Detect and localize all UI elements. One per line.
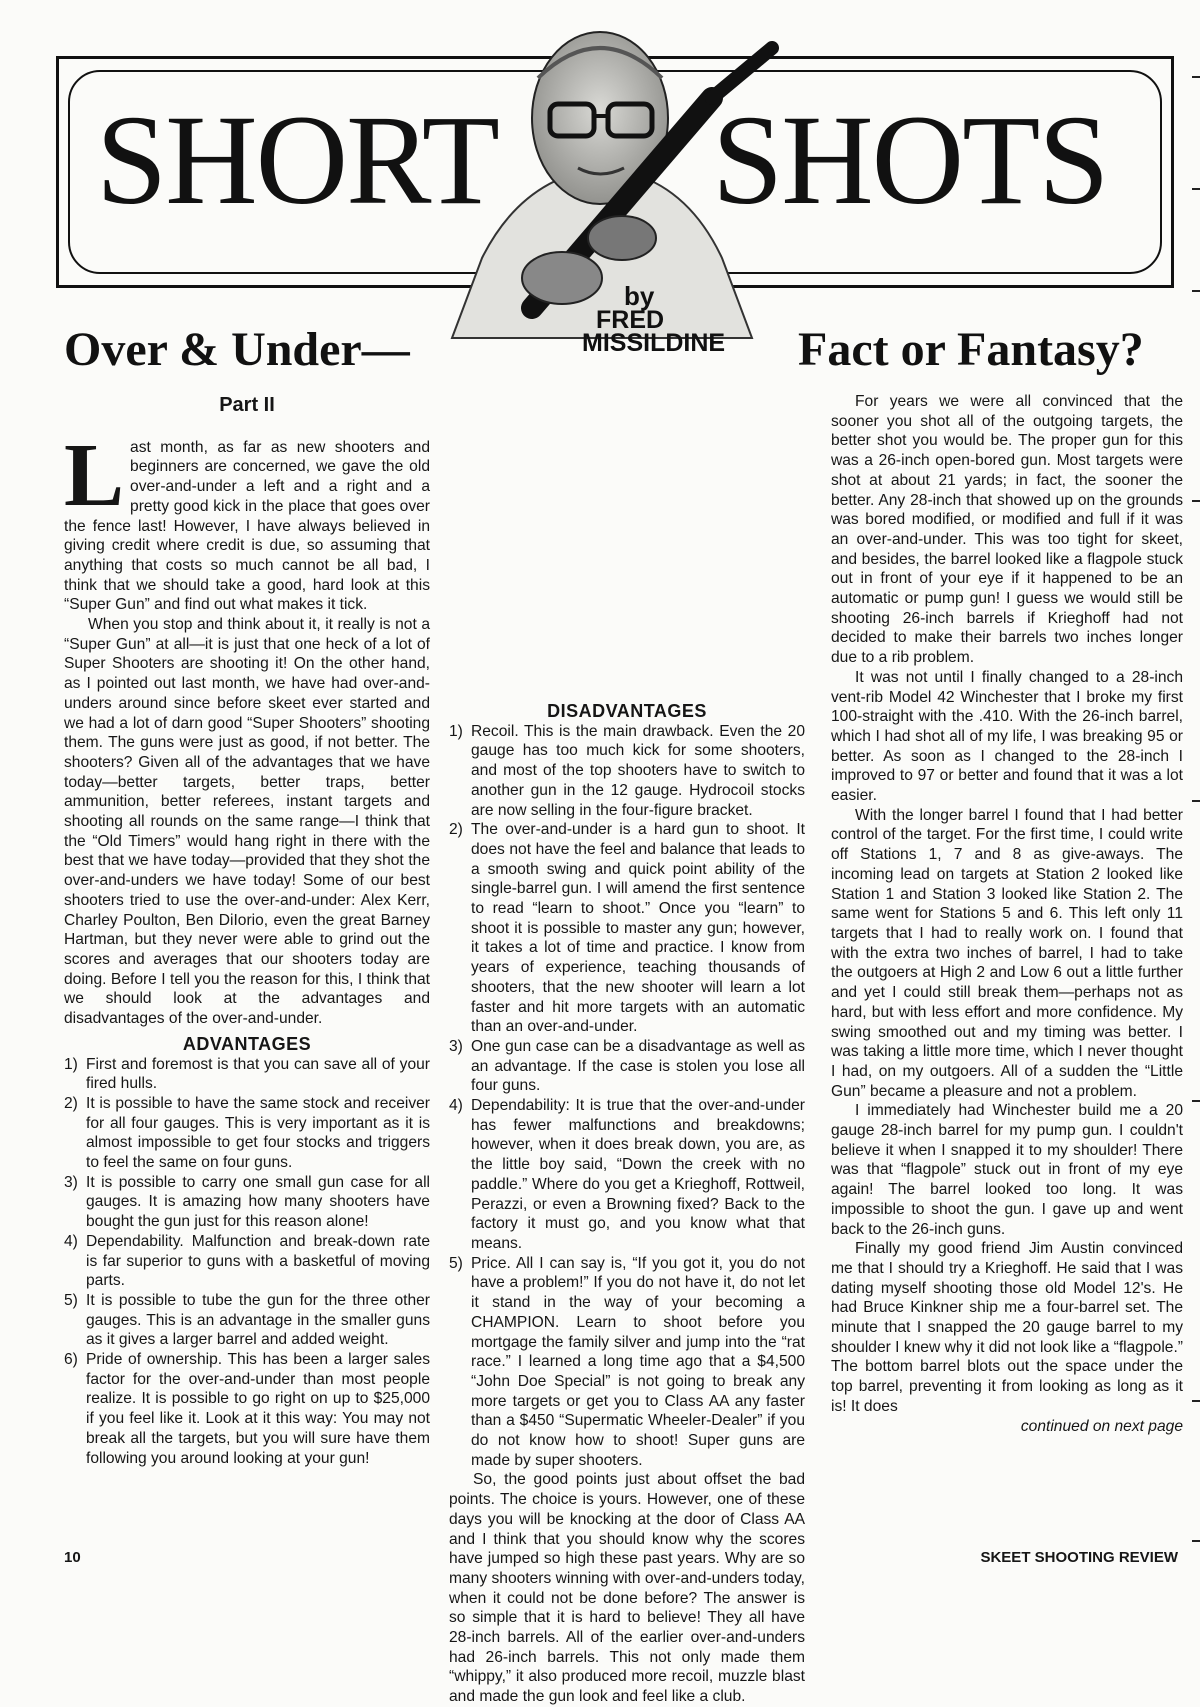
paragraph: I immediately had Winchester build me a 20 gauge 28-inch barrel for my pump gun. I couldn't believe it when I snapped it to my shoulder! There was that “flagpole” stuck out in front of my eye again! The barrel looked too long. It was impossible to shoot the gun. I gave up and went back to the 26-inch guns. [831,1102,1183,1238]
byline-by: by [624,281,655,311]
title-short: SHORT [96,89,498,231]
list-item: 4) Dependability: It is true that the over-and-under has fewer malfunctions and breakdowns; however, when it does break down, you are, as the little boy said, “Down the creek with no paddle.” Where do you get a Krieghoff, Rottweil, Perazzi, or even a Browning fixed? Back to the factory it must go, and you know what that means. [449,1097,805,1252]
list-item: 5) Price. All I can say is, “If you got it, you do not have a problem!” If you do not have it, do not let it stand in the way of your becoming a CHAMPION. Learn to shoot before you mortgage the family silver and jump into the “rat race.” I learned a long time ago that a $4,500 “John Doe Special” is not going to break any more targets or get you to Class AA any faster than a $450 “Supermatic Wheeler-Dealer” if you do not know how to shoot! Super guns are made by super shooters. [449,1254,805,1469]
intro-paragraph [64,425,430,615]
disadvantages-heading: DISADVANTAGES [547,701,707,721]
margin-mark [1192,76,1200,78]
publication-name: SKEET SHOOTING REVIEW [980,1549,1178,1566]
margin-mark [1192,1400,1200,1402]
list-item: 3) One gun case can be a disadvantage as well as an advantage. If the case is stolen you lose all four guns. [449,1037,805,1095]
paragraph: When you stop and think about it, it really is not a “Super Gun” at all—it is just that one heck of a lot of Super Shooters are shooting it! On the other hand, as I pointed out last month, we have had over-and-unders around since before skeet ever started and we had a lot of darn good “Super Shooters” shooting them. The guns were just as good, if not better. The shooters? Given all of the advantages that we have today—better targets, better traps, better ammunition, better referees, instant targets and shooting all rounds on the same range—I think that the “Old Timers” would hang right in there with the best that we have today—provided that they shot the over-and-unders we have today! Some of our best shooters tried to use the over-and-under: Alex Kerr, Charley Poulton, Ben DiIorio, even the great Barney Hartman, but they never were able to grind out the scores and averages that our shooters today are doing. Before I tell you the reason for this, I think that we should look at the advantages and disadvantages of the over-and-under. [64,616,430,1028]
paragraph: So, the good points just about offset the bad points. The choice is yours. However, one of these days you will be knocking at the door of Class AA and I think that you should know why the scores have jumped so high these past years. Why are so many shooters winning with over-and-unders today, when it could not be done before? The answer is so simple that it is hard to believe! They all have 28-inch barrels. All of the earlier over-and-unders had 26-inch barrels. This not only made them “whippy,” it also produced more recoil, muzzle blast and made the gun look and feel like a club. [449,1471,805,1706]
paragraph: It was not until I finally changed to a 28-inch vent-rib Model 42 Winchester that I broke my first 100-straight with the .410. With the 26-inch barrel, which I had shot all of my life, I was breaking 95 or better. As soon as I changed to the 28-inch I improved to 97 or better and found that it was a lot easier. [831,668,1183,805]
byline-first-name: FRED [596,305,665,334]
byline [582,281,726,358]
article-column-3 [831,392,1183,1436]
list-item: 3) It is possible to carry one small gun case for all gauges. It is amazing how many shooters have bought the gun just for this reason alone! [64,1173,430,1231]
paragraph: With the longer barrel I found that I had better control of the target. For the first time, I could write off Stations 1, 7 and 8 as give-aways. The incoming lead on targets at Station 2 looked like Station 1 and Station 3 looked like Station 2. The same went for Stations 5 and 6. This left only 11 targets that I had to really work on. I found that with the extra two inches of barrel, I had to take the outgoers at High 2 and Low 6 out a little further and yet I could still break them—perhaps not as hard, but with less effort and more confidence. My swing smoothed out and my timing was better. I was taking a little more time, which I never thought I had, on my outgoers. All of a sudden the “Little Gun” became a pleasure and not a problem. [831,806,1183,1100]
margin-mark [1192,500,1200,502]
list-item: 4) Dependability. Malfunction and break-down rate is far superior to guns with a basketful of moving parts. [64,1232,430,1290]
list-item: 2) It is possible to have the same stock and receiver for all four gauges. This is very important as it is almost impossible to get four stocks and triggers to feel the same on four guns. [64,1094,430,1172]
paragraph: For years we were all convinced that the sooner you shot all of the outgoing targets, the better shot you would be. The proper gun for this was a 26-inch open-bored gun. Most targets were shot at about 21 yards; in fact, the sooner the better. Any 28-inch that showed up on the grounds was bored modified, or modified and full if it was an over-and-under. This was too tight for skeet, and besides, the barrel looked like a flagpole stuck out in front of your eye if it happened to be an automatic or pump gun! I guess we would still be shooting 26-inch barrels if Krieghoff had not decided to make their barrels two inches longer due to a rib problem. [831,393,1183,667]
list-item: 1) First and foremost is that you can save all of your fired hulls. [64,1055,430,1093]
margin-mark [1192,1540,1200,1542]
title-shots: SHOTS [712,89,1108,231]
intro-text: ast month, as far as new shooters and beginners are concerned, we gave the old over-and-under a left and a right and a pretty good kick in the place that goes over the fence last! However, I have always believed in giving credit where credit is due, so assuming that anything that costs so much cannot be all bad, I think that we should take a good, hard look at this “Super Gun” and find out what makes it tick. [64,438,430,614]
subtitle-left: Over & Under— [64,323,410,376]
continued-note: continued on next page [1020,1417,1183,1435]
margin-mark [1192,800,1200,802]
part-heading: Part II [219,394,275,416]
list-item: 2) The over-and-under is a hard gun to shoot. It does not have the feel and balance that leads to a smooth swing and quick point ability of the single-barrel gun. I will amend the first sentence to read “learn to shoot.” Once you “learn” to shoot it is possible to master any gun; however, it takes a lot of time and practice. I know from years of experience, teaching thousands of shooters, that the new shooter will learn a lot faster and hit more targets with an automatic than an over-and-under. [449,821,805,1036]
subtitle-right: Fact or Fantasy? [798,323,1144,376]
article-column-2 [449,392,805,1707]
list-item: 5) It is possible to tube the gun for the three other gauges. This is an advantage in the smaller guns as it gives a larger barrel and added weight. [64,1291,430,1349]
drop-cap: L [64,425,125,525]
paragraph: Finally my good friend Jim Austin convinced me that I should try a Krieghoff. He said that I was dating myself shooting those old Model 12's. He had Bruce Kinkner ship me a four-barrel set. The minute that I snapped the 20 gauge barrel to my shoulder I knew why it did not look like a “flagpole.” The bottom barrel blots out the space under the top barrel, preventing it from looking as long as it is! It does [831,1240,1183,1415]
margin-mark [1192,1100,1200,1102]
margin-mark [1192,290,1200,292]
advantages-list [64,1055,430,1469]
margin-mark [1192,188,1200,190]
list-item: 6) Pride of ownership. This has been a larger sales factor for the over-and-under than most people realize. It is possible to go right on up to $25,000 if you feel like it. Look at it this way: You may not break all the targets, but you will sure have them following you around looking at your gun! [64,1351,430,1467]
advantages-heading: ADVANTAGES [182,1033,312,1054]
list-item: 1) Recoil. This is the main drawback. Even the 20 gauge has too much kick for some shooters, and most of the top shooters have to switch to another gun in the 12 gauge. Hydrocoil stocks are now selling in the four-figure bracket. [449,722,805,819]
byline-last-name: MISSILDINE [582,329,726,358]
disadvantages-list [449,722,805,1471]
article-column-1 [64,392,430,1468]
page-number: 10 [64,1549,81,1566]
